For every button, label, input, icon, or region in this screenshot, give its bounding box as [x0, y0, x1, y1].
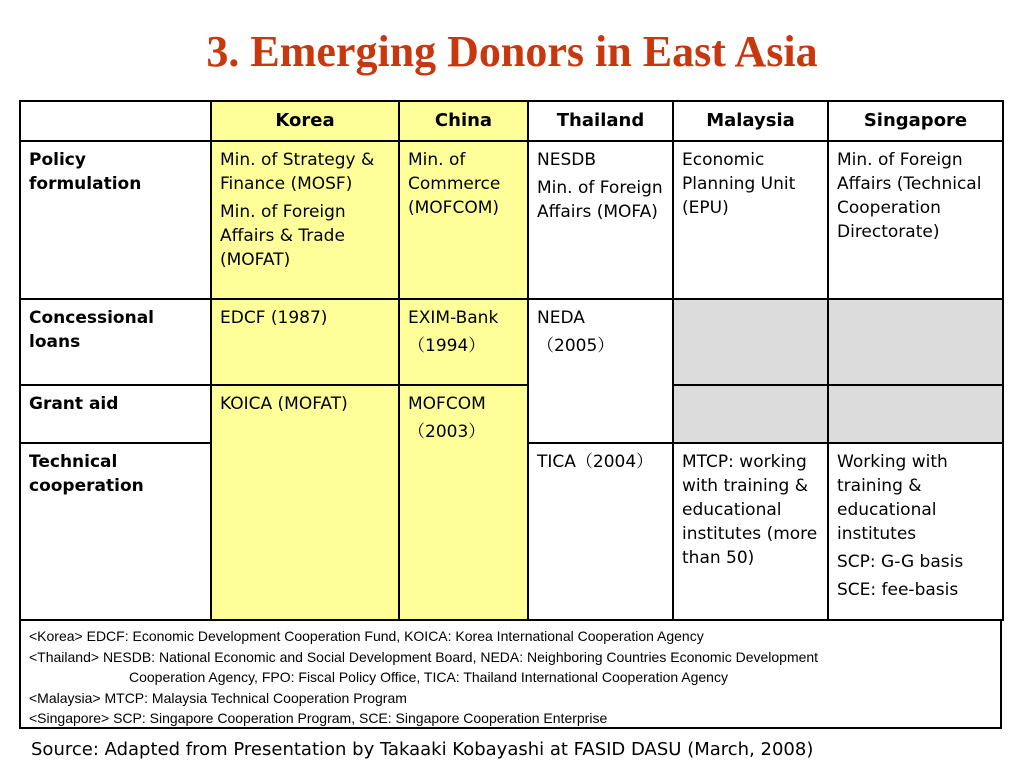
- cell-technical-thailand: [528, 443, 673, 620]
- cell-text: Min. of Foreign Affairs (MOFA): [537, 178, 663, 222]
- row-label-policy: Policy formulation: [20, 141, 211, 299]
- cell-text: NEDA: [537, 308, 585, 328]
- cell-policy-thailand: [528, 141, 673, 299]
- cell-text: KOICA (MOFAT): [220, 394, 348, 414]
- cell-text: （2003）: [408, 422, 486, 442]
- header-corner: [20, 101, 211, 141]
- note-korea: <Korea> EDCF: Economic Development Cooperation Fund, KOICA: Korea International Cooperation Agency: [29, 628, 704, 644]
- row-label-grant: Grant aid: [20, 385, 211, 443]
- cell-text: TICA（2004）: [537, 452, 654, 472]
- note-thailand: <Thailand> NESDB: National Economic and Social Development Board, NEDA: Neighboring Countries Economic Development: [29, 648, 819, 665]
- cell-grant-singapore-empty: [828, 385, 1003, 443]
- donors-table: [19, 100, 1004, 621]
- page-title: 3. Emerging Donors in East Asia: [206, 27, 818, 76]
- cell-technical-malaysia: [673, 443, 828, 620]
- row-grant-aid: [20, 385, 1003, 443]
- source-citation: Source: Adapted from Presentation by Takaaki Kobayashi at FASID DASU (March, 2008): [31, 739, 814, 760]
- cell-concessional-grant-thailand: [528, 299, 673, 443]
- cell-text: （1994）: [408, 336, 486, 356]
- cell-text: Min. of Foreign Affairs & Trade (MOFAT): [220, 202, 346, 270]
- row-concessional-loans: [20, 299, 1003, 385]
- note-malaysia: <Malaysia> MTCP: Malaysia Technical Cooperation Program: [29, 689, 407, 706]
- row-label-concessional: Concessional loans: [20, 299, 211, 385]
- cell-policy-malaysia: [673, 141, 828, 299]
- header-row: [20, 101, 1003, 141]
- cell-text: MTCP: working with training & educational institutes (more than 50): [682, 452, 818, 568]
- header-thailand: Thailand: [528, 101, 673, 141]
- cell-text: （2005）: [537, 336, 615, 356]
- header-singapore: Singapore: [828, 101, 1003, 141]
- cell-concessional-malaysia-empty: [673, 299, 828, 385]
- cell-concessional-china: [399, 299, 528, 385]
- cell-policy-korea: [211, 141, 399, 299]
- row-label-technical: Technical cooperation: [20, 443, 211, 620]
- note-singapore: <Singapore> SCP: Singapore Cooperation Program, SCE: Singapore Cooperation Enterprise: [29, 710, 608, 726]
- cell-technical-singapore: [828, 443, 1003, 620]
- cell-policy-china: [399, 141, 528, 299]
- cell-text: SCE: fee-basis: [837, 580, 959, 600]
- cell-grant-malaysia-empty: [673, 385, 828, 443]
- cell-text: EXIM-Bank: [408, 308, 499, 328]
- cell-text: Min. of Strategy & Finance (MOSF): [220, 150, 375, 194]
- cell-concessional-singapore-empty: [828, 299, 1003, 385]
- header-korea: Korea: [211, 101, 399, 141]
- row-policy-formulation: [20, 141, 1003, 299]
- cell-text: SCP: G-G basis: [837, 552, 964, 572]
- abbreviation-notes: [19, 619, 1002, 729]
- cell-text: EDCF (1987): [220, 308, 328, 328]
- cell-text: Economic Planning Unit (EPU): [682, 150, 796, 218]
- cell-concessional-korea: [211, 299, 399, 385]
- cell-text: MOFCOM: [408, 394, 486, 414]
- cell-text: NESDB: [537, 150, 597, 170]
- cell-grant-technical-korea: [211, 385, 399, 620]
- cell-text: Working with training & educational institutes: [837, 452, 948, 544]
- cell-policy-singapore: [828, 141, 1003, 299]
- header-malaysia: Malaysia: [673, 101, 828, 141]
- header-china: China: [399, 101, 528, 141]
- cell-text: Min. of Foreign Affairs (Technical Cooperation Directorate): [837, 150, 982, 242]
- cell-text: Min. of Commerce (MOFCOM): [408, 150, 501, 218]
- cell-grant-technical-china: [399, 385, 528, 620]
- note-thailand-continued: Cooperation Agency, FPO: Fiscal Policy Office, TICA: Thailand International Cooperation Agency: [129, 669, 728, 685]
